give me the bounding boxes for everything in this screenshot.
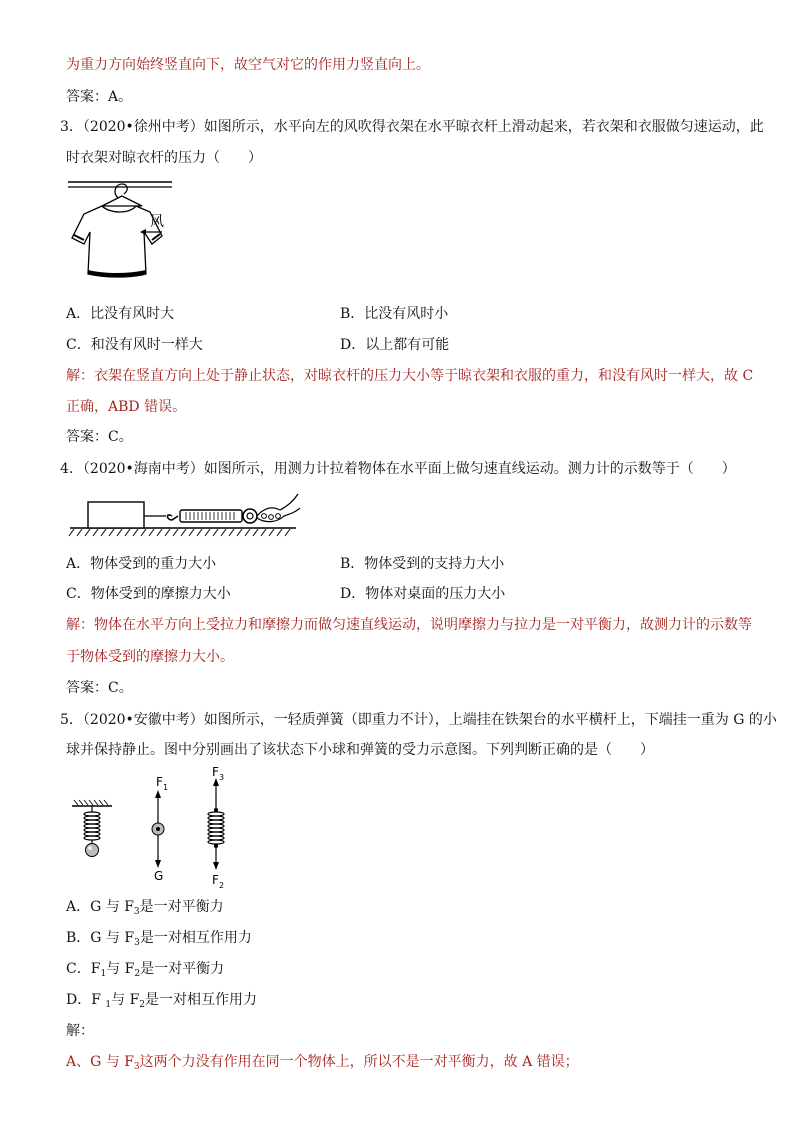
q5-explanation-a: A、G 与 $F_3$这两个力没有作用在同一个物体上，所以不是一对平衡力，故 A 错误； [66,1054,579,1072]
q3-option-d: D．以上都有可能 [340,337,450,353]
force-f1-label: F [156,775,163,789]
q4-option-b: B．物体受到的支持力大小 [340,556,505,572]
q3-option-c: C．和没有风时一样大 [66,337,203,353]
q4-answer: 答案：C。 [66,680,133,696]
q4-option-a: A．物体受到的重力大小 [66,556,217,572]
q5-explanation-label: 解： [66,1023,94,1039]
q5-stem-line1: 5．（2020•安徽中考）如图所示，一轻质弹簧（即重力不计），上端挂在铁架台的水平横杆上，下端挂一重为 G 的小 [60,712,777,728]
q5-option-a: A．G 与 $F_3$是一对平衡力 [66,899,224,917]
force-f3-label: F [212,765,219,779]
q4-stem-line1: 4．（2020•海南中考）如图所示，用测力计拉着物体在水平面上做匀速直线运动。测力计的示数等于（ ） [60,461,736,477]
force-f2-sub: 2 [219,881,225,890]
q3-explanation-line2: 正确，ABD 错误。 [66,399,187,415]
q5-option-d: D．F $_1$与 $F_2$是一对相互作用力 [66,992,258,1010]
q3-figure-shirt-on-rod [66,178,176,286]
q5-figure-spring-forces [66,765,246,890]
q5-option-b: B．G 与 $F_3$是一对相互作用力 [66,930,252,948]
q4-explanation-line2: 于物体受到的摩擦力大小。 [66,649,234,665]
q3-stem-line2: 时衣架对晾衣杆的压力（ ） [66,150,262,166]
q4-option-c: C．物体受到的摩擦力大小 [66,586,231,602]
q3-answer: 答案：C。 [66,429,133,445]
force-f2-label: F [212,873,219,887]
q5-stem-line2: 球并保持静止。图中分别画出了该状态下小球和弹簧的受力示意图。下列判断正确的是（ ） [66,742,654,758]
q3-stem-line1: 3．（2020•徐州中考）如图所示，水平向左的风吹得衣架在水平晾衣杆上滑动起来，若衣架和衣服做匀速运动，此 [60,119,764,135]
force-f1-sub: 1 [163,783,169,792]
q5-option-c: C．$F_1$与 $F_2$是一对平衡力 [66,961,225,979]
explanation-tail: 为重力方向始终竖直向下，故空气对它的作用力竖直向上。 [66,57,430,73]
q4-option-d: D．物体对桌面的压力大小 [340,586,506,602]
q3-explanation-line1: 解：衣架在竖直方向上处于静止状态，对晾衣杆的压力大小等于晾衣架和衣服的重力，和没有风时一样大，故 C [66,368,754,384]
answer-prev: 答案：A。 [66,89,133,105]
q4-figure-spring-scale [68,486,300,544]
q4-explanation-line1: 解：物体在水平方向上受拉力和摩擦力而做匀速直线运动，说明摩擦力与拉力是一对平衡力，故测力计的示数等 [66,617,752,633]
q3-option-a: A．比没有风时大 [66,306,175,322]
force-g-label: G [154,869,164,883]
q3-option-b: B．比没有风时小 [340,306,449,322]
wind-label: 风 [150,214,164,230]
force-f3-sub: 3 [219,773,225,782]
